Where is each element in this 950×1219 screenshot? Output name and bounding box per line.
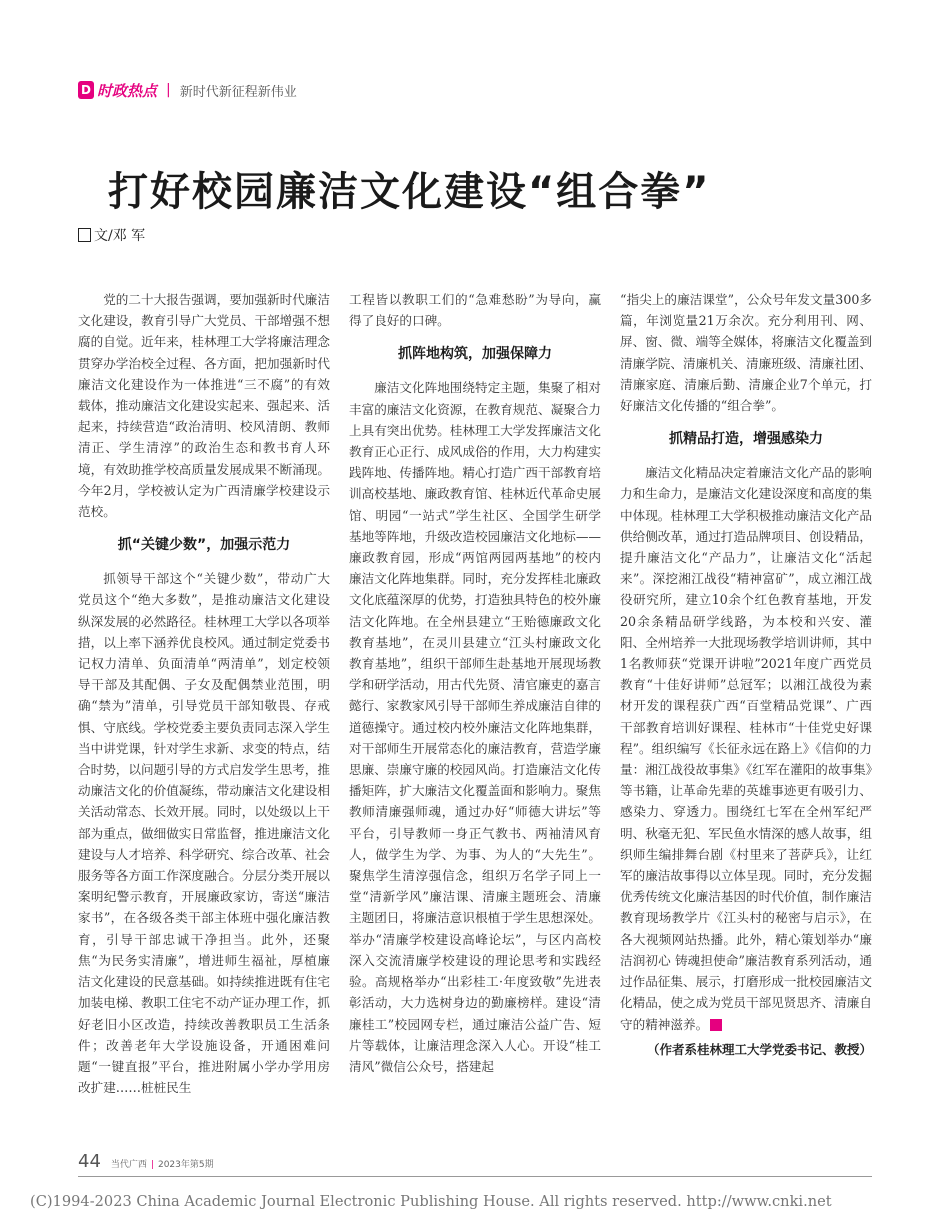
section-logo-icon: D [78,81,94,99]
page-number: 44 [78,1151,101,1172]
copyright-line: (C)1994-2023 China Academic Journal Electronic Publishing House. All rights reserved. http://www.cnki.net [30,1193,832,1210]
section-brand: 时政热点 [97,81,158,100]
paragraph: 党的二十大报告强调，要加强新时代廉洁文化建设，教育引导广大党员、干部增强不想腐的自觉。近年来，桂林理工大学将廉洁理念贯穿办学治校全过程、各方面，把加强新时代廉洁文化建设作为一体推进“三不腐”的有效载体，推动廉洁文化建设实起来、强起来、活起来，持续营造“政治清明、校风清朗、教师清正、学生清淳”的政治生态和教书育人环境，有效助推学校高质量发展成果不断涌现。今年2月，学校被认定为广西清廉学校建设示范校。 [78,292,330,520]
section-heading: 抓阵地构筑，加强保障力 [398,346,552,363]
column-2 [349,289,601,1077]
author-note: （作者系桂林理工大学党委书记、教授） [646,1041,872,1057]
article-title: 打好校园廉洁文化建设“组合拳” [108,169,711,215]
section-subtitle: 新时代新征程新伟业 [179,84,297,100]
byline [78,225,145,245]
paragraph-text: 廉洁文化精品决定着廉洁文化产品的影响力和生命力，是廉洁文化建设深度和高度的集中体现。桂林理工大学积极推动廉洁文化产品供给侧改革，通过打造品牌项目、创设精品，提升廉洁文化“产品力”，让廉洁文化“活起来”。深挖湘江战役“精神富矿”，成立湘江战役研究所，建立10余个红色教育基地，开发20余条精品研学线路，为本校和兴安、灌阳、全州培养一大批现场教学培训讲师，其中1名教师获“党课开讲啦”2021年度广西党员教育“十佳好讲师”总冠军；以湘江战役为素材开发的课程获广西“百堂精品党课”、广西干部教育培训好课程、桂林市“十佳党史好课程”。组织编写《长征永远在路上》《信仰的力量：湘江战役故事集》《红军在灌阳的故事集》等书籍，让革命先辈的英雄事迹更有吸引力、感染力、穿透力。围绕红七军在全州军纪严明、秋毫无犯、军民鱼水情深的感人故事，组织师生编排舞台剧《村里来了菩萨兵》，让红军的廉洁故事得以立体呈现。同时，充分发掘优秀传统文化廉洁基因的时代价值，制作廉洁教育现场教学片《江头村的秘密与启示》，在各大视频网站热播。此外，精心策划举办“廉洁润初心 铸魂担使命”廉洁教育系列活动，通过作品征集、展示，打磨形成一批校园廉洁文化精品，使之成为党员干部见贤思齐、清廉自守的精神滋养。 [620,465,873,1032]
byline-box-icon [78,228,91,242]
section-header [78,78,297,102]
folio-separator: | [150,1160,154,1170]
paragraph: 抓领导干部这个“关键少数”，带动广大党员这个“绝大多数”，是推动廉洁文化建设纵深发展的必然路径。桂林理工大学以各项举措，以上率下涵养优良校风。通过制定党委书记权力清单、负面清单“两清单”，划定校领导干部及其配偶、子女及配偶禁业范围，明确“禁为”清单，引导党员干部知敬畏、存戒惧、守底线。学校党委主要负责同志深入学生当中讲党课，针对学生求新、求变的特点，结合时势，以问题引导的方式启发学生思考，推动廉洁文化的价值凝练，带动廉洁文化建设相关活动常态、长效开展。同时，以处级以上干部为重点，做细做实日常监督，推进廉洁文化建设与人才培养、科学研究、综合改革、社会服务等各方面工作深度融合。分层分类开展以案明纪警示教育，开展廉政家访，寄送“廉洁家书”，在各级各类干部主体班中强化廉洁教育，引导干部忠诚干净担当。此外，还聚焦“为民务实清廉”，增进师生福祉，厚植廉洁文化建设的民意基础。如持续推进既有住宅加装电梯、教职工住宅不动产证办理工作，抓好老旧小区改造，持续改善教职员工生活条件；改善老年大学设施设备，开通困难问题“一键直报”平台，推进附属小学办学用房改扩建……桩桩民生 [78,571,330,1096]
section-heading: 抓精品打造，增强感染力 [669,431,823,448]
paragraph [620,462,872,1034]
paragraph: 廉洁文化阵地围绕特定主题，集聚了相对丰富的廉洁文化资源，在教育规范、凝聚合力上具有突出优势。桂林理工大学发挥廉洁文化教育正心正行、成风成俗的作用，大力构建实践阵地、传播阵地。精心打造广西干部教育培训高校基地、廉政教育馆、桂林近代革命史展馆、明园“一站式”学生社区、全国学生研学基地等阵地，升级改造校园廉洁文化地标——廉政教育园，形成“两馆两园两基地”的校内廉洁文化阵地集群。同时，充分发挥桂北廉政文化底蕴深厚的优势，打造独具特色的校外廉洁文化阵地。在全州县建立“王贻德廉政文化教育基地”，在灵川县建立“江头村廉政文化教育基地”，组织干部师生赴基地开展现场教学和研学活动，用古代先贤、清官廉吏的嘉言懿行、家教家风引导干部师生养成廉洁自律的道德操守。通过校内校外廉洁文化阵地集群，对干部师生开展常态化的廉洁教育，营造学廉思廉、崇廉守廉的校园风尚。打造廉洁文化传播矩阵，扩大廉洁文化覆盖面和影响力。聚焦教师清廉强师魂，通过办好“师德大讲坛”等平台，引导教师一身正气教书、两袖清风育人，做学生为学、为事、为人的“大先生”。聚焦学生清淳强信念，组织万名学子同上一堂“清新学风”廉洁课、清廉主题班会、清廉主题团日，将廉洁意识根植于学生思想深处。举办“清廉学校建设高峰论坛”，与区内高校深入交流清廉学校建设的理论思考和实践经验。高规格举办“出彩桂工·年度致敬”先进表彰活动，大力选树身边的勤廉榜样。建设“清廉桂工”校园网专栏，通过廉洁公益广告、短片等载体，让廉洁理念深入人心。开设“桂工清风”微信公众号，搭建起 [349,380,601,1074]
column-1 [78,289,330,1098]
paragraph: 工程皆以教职工们的“急难愁盼”为导向，赢得了良好的口碑。 [349,292,601,329]
footer-rule [78,1176,872,1177]
section-heading: 抓“关键少数”，加强示范力 [117,537,291,554]
paragraph: “指尖上的廉洁课堂”，公众号年发文量300多篇，年浏览量21万余次。充分利用刊、网、屏、窗、微、端等全媒体，将廉洁文化覆盖到清廉学院、清廉机关、清廉班级、清廉社团、清廉家庭、清廉后勤、清廉企业7个单元，打好廉洁文化传播的“组合拳”。 [620,292,872,414]
page-folio [78,1151,214,1172]
magazine-name: 当代广西 [110,1160,147,1170]
end-mark-icon: D [710,1019,722,1031]
byline-text: 文/邓 军 [94,228,146,244]
header-separator: | [166,82,171,98]
column-3 [620,289,872,1060]
issue-label: 2023年第5期 [157,1160,214,1170]
